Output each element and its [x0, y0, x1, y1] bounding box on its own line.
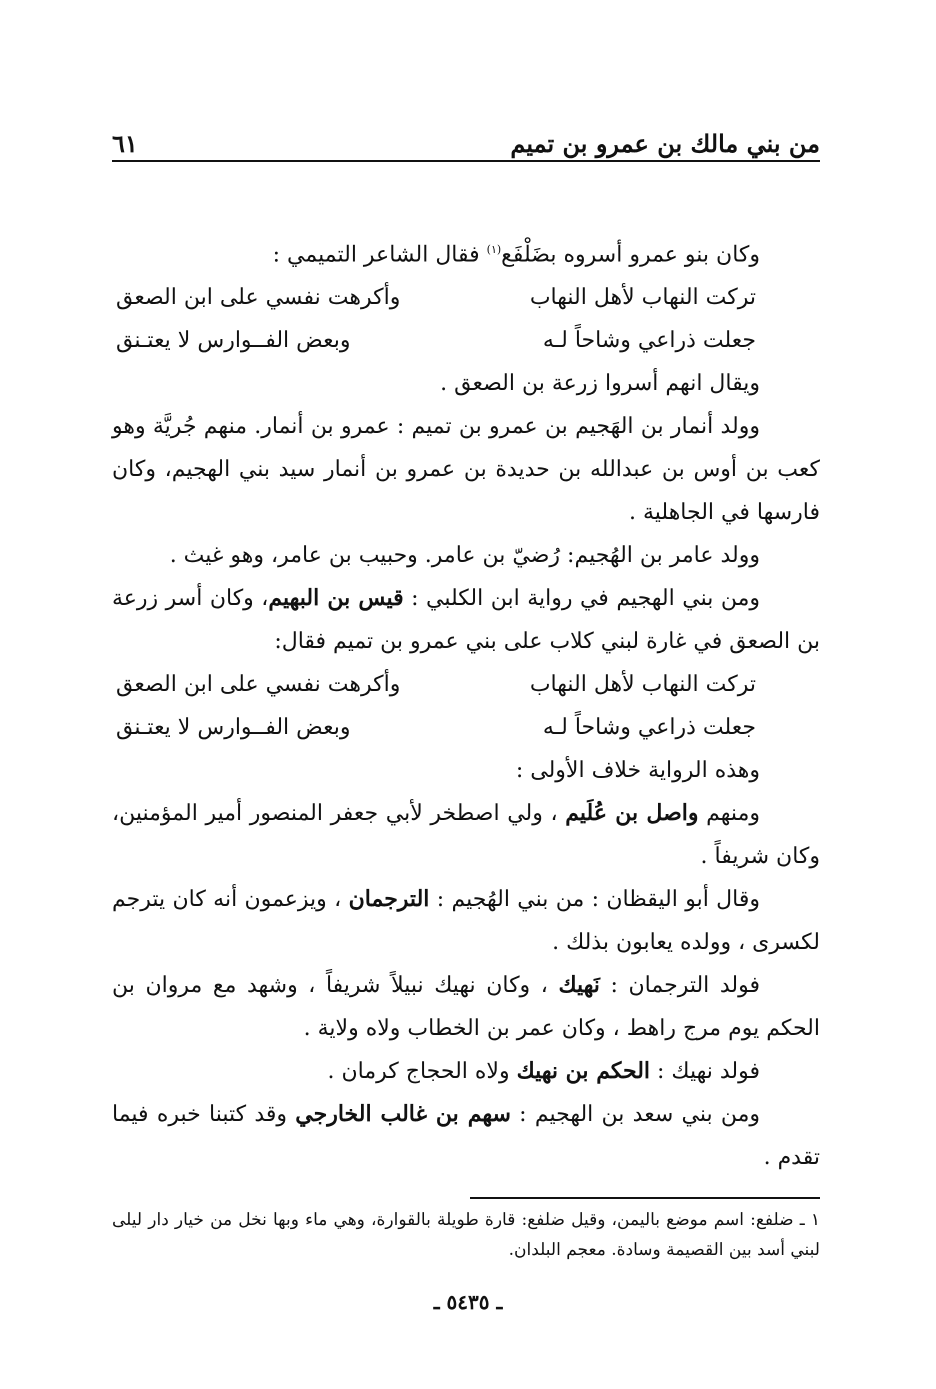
body-text	[112, 228, 820, 1179]
paragraph-3: وولد أنمار بن الهَجيم بن عمرو بن تميم : عمرو بن أنمار. منهم جُريَّة وهو كعب بن أوس بن عبدالله بن حديدة بن عمرو بن أنمار سيد بني الهجيم، وكان فارسها في الجاهلية .	[112, 414, 820, 526]
person-name: سهم بن غالب الخارجي	[295, 1101, 511, 1128]
paragraph-9	[112, 964, 820, 1050]
paragraph-8	[112, 878, 820, 964]
verse-2-hemistich-a: جعلت ذراعي وشاحاً لـه	[542, 328, 756, 354]
verse-line-2	[116, 319, 786, 362]
paragraph-11-a: ومن بني سعد بن الهجيم :	[510, 1102, 761, 1128]
person-name: نَهيك	[558, 972, 600, 999]
verse-4-hemistich-a: جعلت ذراعي وشاحاً لـه	[542, 715, 756, 741]
paragraph-9-b: ، وكان نهيك نبيلاً شريفاً ، وشهد مع مروان بن الحكم يوم مرج راهط ، وكان عمر بن الخطاب ولاه ولاية .	[112, 973, 820, 1042]
paragraph-7-a: ومنهم	[698, 801, 760, 827]
verse-1-hemistich-a: تركت النهاب لأهل النهاب	[529, 285, 756, 311]
verse-3-hemistich-a: تركت النهاب لأهل النهاب	[529, 672, 756, 698]
paragraph-8-a: وقال أبو اليقظان : من بني الهُجيم :	[429, 887, 760, 913]
person-name: قيس بن البهيم	[268, 585, 404, 612]
paragraph-7	[112, 792, 820, 878]
person-name: واصل بن عُلَيم	[565, 800, 699, 827]
paragraph-5	[112, 577, 820, 663]
running-title: من بني مالك بن عمرو بن تميم	[510, 129, 820, 158]
paragraph-8-b: ، ويزعمون أنه كان يترجم لكسرى ، وولده يعابون بذلك .	[112, 887, 820, 956]
person-name: الترجمان	[348, 886, 430, 913]
verse-2-hemistich-b: وبعض الفــوارس لا يعتـنق	[116, 328, 351, 354]
paragraph-5-a: ومن بني الهجيم في رواية ابن الكلبي :	[403, 586, 760, 612]
paragraph-11-b: وقد كتبنا خبره فيما تقدم .	[112, 1102, 820, 1171]
verse-line-1	[116, 276, 786, 319]
footnote: ١ ـ ضلفع: اسم موضع باليمن، وقيل ضلفع: قارة طويلة بالقوارة، وهي ماء وبها نخل من خيار دار ليلى لبني أسد بين القصيمة وسادة. معجم البلدان.	[112, 1210, 820, 1260]
verse-4-hemistich-b: وبعض الفــوارس لا يعتـنق	[116, 715, 351, 741]
header-rule	[112, 160, 820, 162]
verse-line-3	[116, 663, 786, 706]
paragraph-4: وولد عامر بن الهُجيم: رُضيّ بن عامر. وحبيب بن عامر، وهو غيث .	[169, 543, 760, 569]
paragraph-5-b: ، وكان أسر زرعة بن الصعق في غارة لبني كلاب على بني عمرو بن تميم فقال:	[112, 586, 820, 655]
paragraph-1	[112, 228, 820, 276]
paragraph-2: ويقال انهم أسروا زرعة بن الصعق .	[440, 371, 760, 397]
verse-line-4	[116, 706, 786, 749]
footnote-rule	[470, 1197, 820, 1199]
paragraph-11	[112, 1093, 820, 1179]
paragraph-10-a: فولد نهيك :	[650, 1059, 760, 1085]
footnote-marker: (١)	[486, 243, 502, 256]
verse-1-hemistich-b: وأكرهت نفسي على ابن الصعق	[116, 285, 401, 311]
paragraph-1-tail: فقال الشاعر التميمي :	[272, 242, 487, 268]
paragraph-9-a: فولد الترجمان :	[599, 973, 761, 999]
running-head	[112, 118, 820, 158]
page-number: ٦١	[112, 129, 138, 158]
folio-number: ـ ٥٤٣٥ ـ	[433, 1290, 503, 1314]
paragraph-10-b: ولاه الحجاج كرمان .	[327, 1059, 517, 1085]
verse-3-hemistich-b: وأكرهت نفسي على ابن الصعق	[116, 672, 401, 698]
paragraph-1-text: وكان بنو عمرو أسروه بضَلْفَع	[501, 242, 760, 268]
paragraph-7-b: ، ولي اصطخر لأبي جعفر المنصور أمير المؤمنين، وكان شريفاً .	[112, 801, 820, 870]
paragraph-10	[112, 1050, 820, 1093]
paragraph-6: وهذه الرواية خلاف الأولى :	[515, 758, 760, 784]
person-name: الحكم بن نهيك	[516, 1058, 651, 1085]
